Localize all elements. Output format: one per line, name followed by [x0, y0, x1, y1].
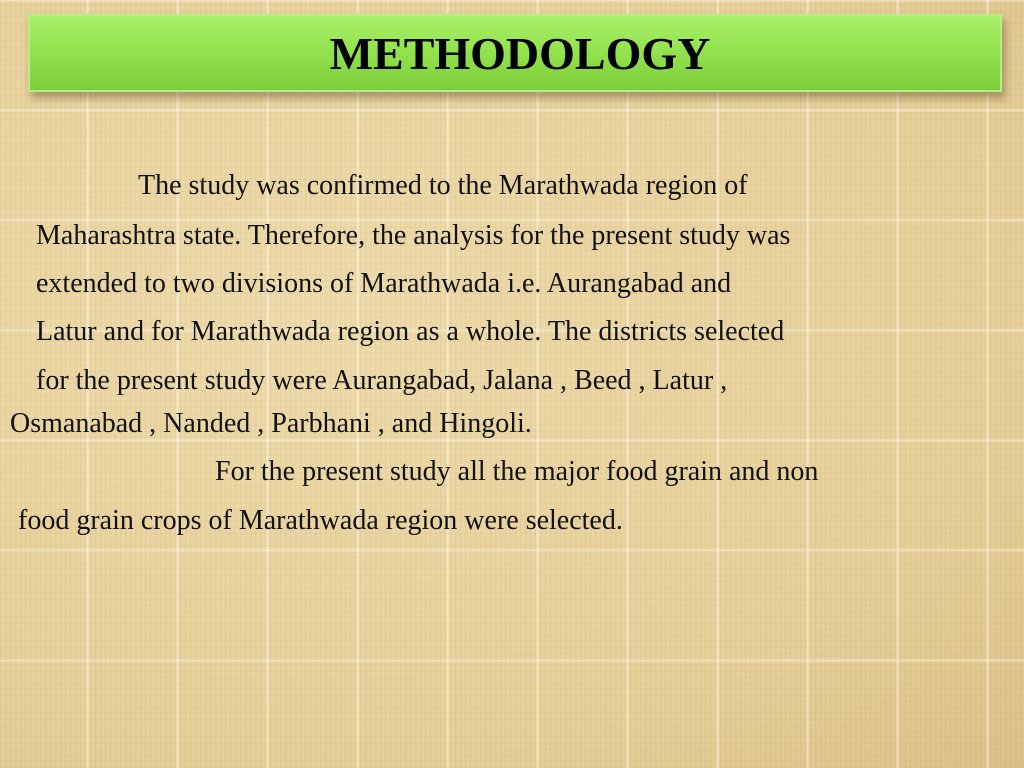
paragraph-1-line-4: Latur and for Marathwada region as a whole. The districts selected — [36, 316, 785, 347]
paragraph-1-line-3: extended to two divisions of Marathwada i.e. Aurangabad and — [36, 268, 732, 299]
paragraph-1-line-1: The study was confirmed to the Marathwada region of — [138, 170, 748, 201]
slide-title: METHODOLOGY — [329, 27, 711, 79]
paragraph-2-line-2: food grain crops of Marathwada region were selected. — [18, 505, 623, 536]
paragraph-1-line-2: Maharashtra state. Therefore, the analysis for the present study was — [36, 220, 791, 251]
title-bar — [28, 14, 1002, 92]
paragraph-1-line-5: for the present study were Aurangabad, Jalana , Beed , Latur , — [36, 365, 728, 396]
paragraph-2-line-1: For the present study all the major food grain and non — [215, 456, 819, 487]
paragraph-1-line-6: Osmanabad , Nanded , Parbhani , and Hingoli. — [10, 408, 532, 439]
